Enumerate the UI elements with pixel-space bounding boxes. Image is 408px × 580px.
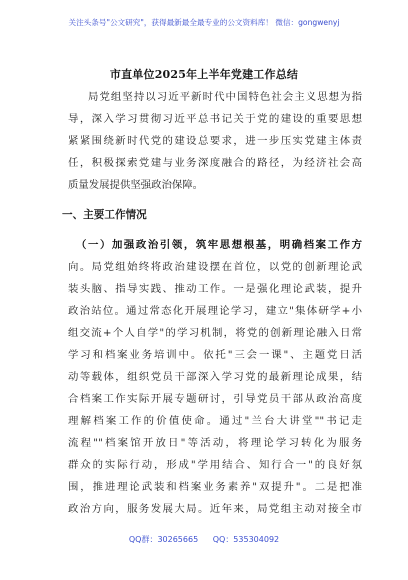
paragraph-line: 任，积极探索党建与业务深度融合的路径，为经济社会高 <box>68 157 362 169</box>
qq-group-number: QQ群：30265665 <box>128 535 199 544</box>
paragraph-line: 流程""档案馆开放日"等活动，将理论学习转化为服务 <box>68 437 362 449</box>
paragraph-line: 政治方向，服务发展大局。近年来，局党组主动对接全市 <box>68 503 362 515</box>
paragraph-line: 局党组坚持以习近平新时代中国特色社会主义思想为指 <box>88 91 362 103</box>
paragraph-line: 质量发展提供坚强政治保障。 <box>68 179 204 191</box>
paragraph-line: 理解档案工作的价值使命。通过"兰台大讲堂""书记走 <box>68 415 362 427</box>
qq-number: QQ：535304092 <box>212 535 280 544</box>
contact-footer <box>0 534 408 545</box>
paragraph-line: 组交流+个人自学"的学习机制，将党的创新理论融入日常 <box>68 327 362 339</box>
subsection-heading: （一）加强政治引领，筑牢思想根基，明确档案工作方 <box>76 239 362 251</box>
paragraph-line: 紧紧围绕新时代党的建设总要求，进一步压实党建主体责 <box>68 135 362 147</box>
promo-banner: 关注头条号"公文研究"，获得最新最全最专业的公文资料库！ 微信：gongwenyj <box>68 18 340 27</box>
paragraph-line: 向。局党组始终将政治建设摆在首位，以党的创新理论武 <box>68 261 362 273</box>
paragraph-line: 合档案工作实际开展专题研讨，引导党员干部从政治高度 <box>68 393 362 405</box>
paragraph-line: 政治站位。通过常态化开展理论学习，建立"集体研学+小 <box>68 305 362 317</box>
paragraph-line: 装头脑、指导实践、推动工作。一是强化理论武装，提升 <box>68 283 362 295</box>
paragraph-line: 围，推进理论武装和档案业务素养"双提升"。二是把准 <box>68 481 362 493</box>
paragraph-line: 导，深入学习贯彻习近平总书记关于党的建设的重要思想 <box>68 113 362 125</box>
paragraph-line: 动等载体，组织党员干部深入学习党的最新理论成果，结 <box>68 371 362 383</box>
paragraph-line: 学习和档案业务培训中。依托"三会一课"、主题党日活 <box>68 349 362 361</box>
document-title: 市直单位2025年上半年党建工作总结 <box>109 68 299 81</box>
section-heading: 一、主要工作情况 <box>62 209 147 221</box>
paragraph-line: 群众的实际行动，形成"学用结合、知行合一"的良好氛 <box>68 459 362 471</box>
